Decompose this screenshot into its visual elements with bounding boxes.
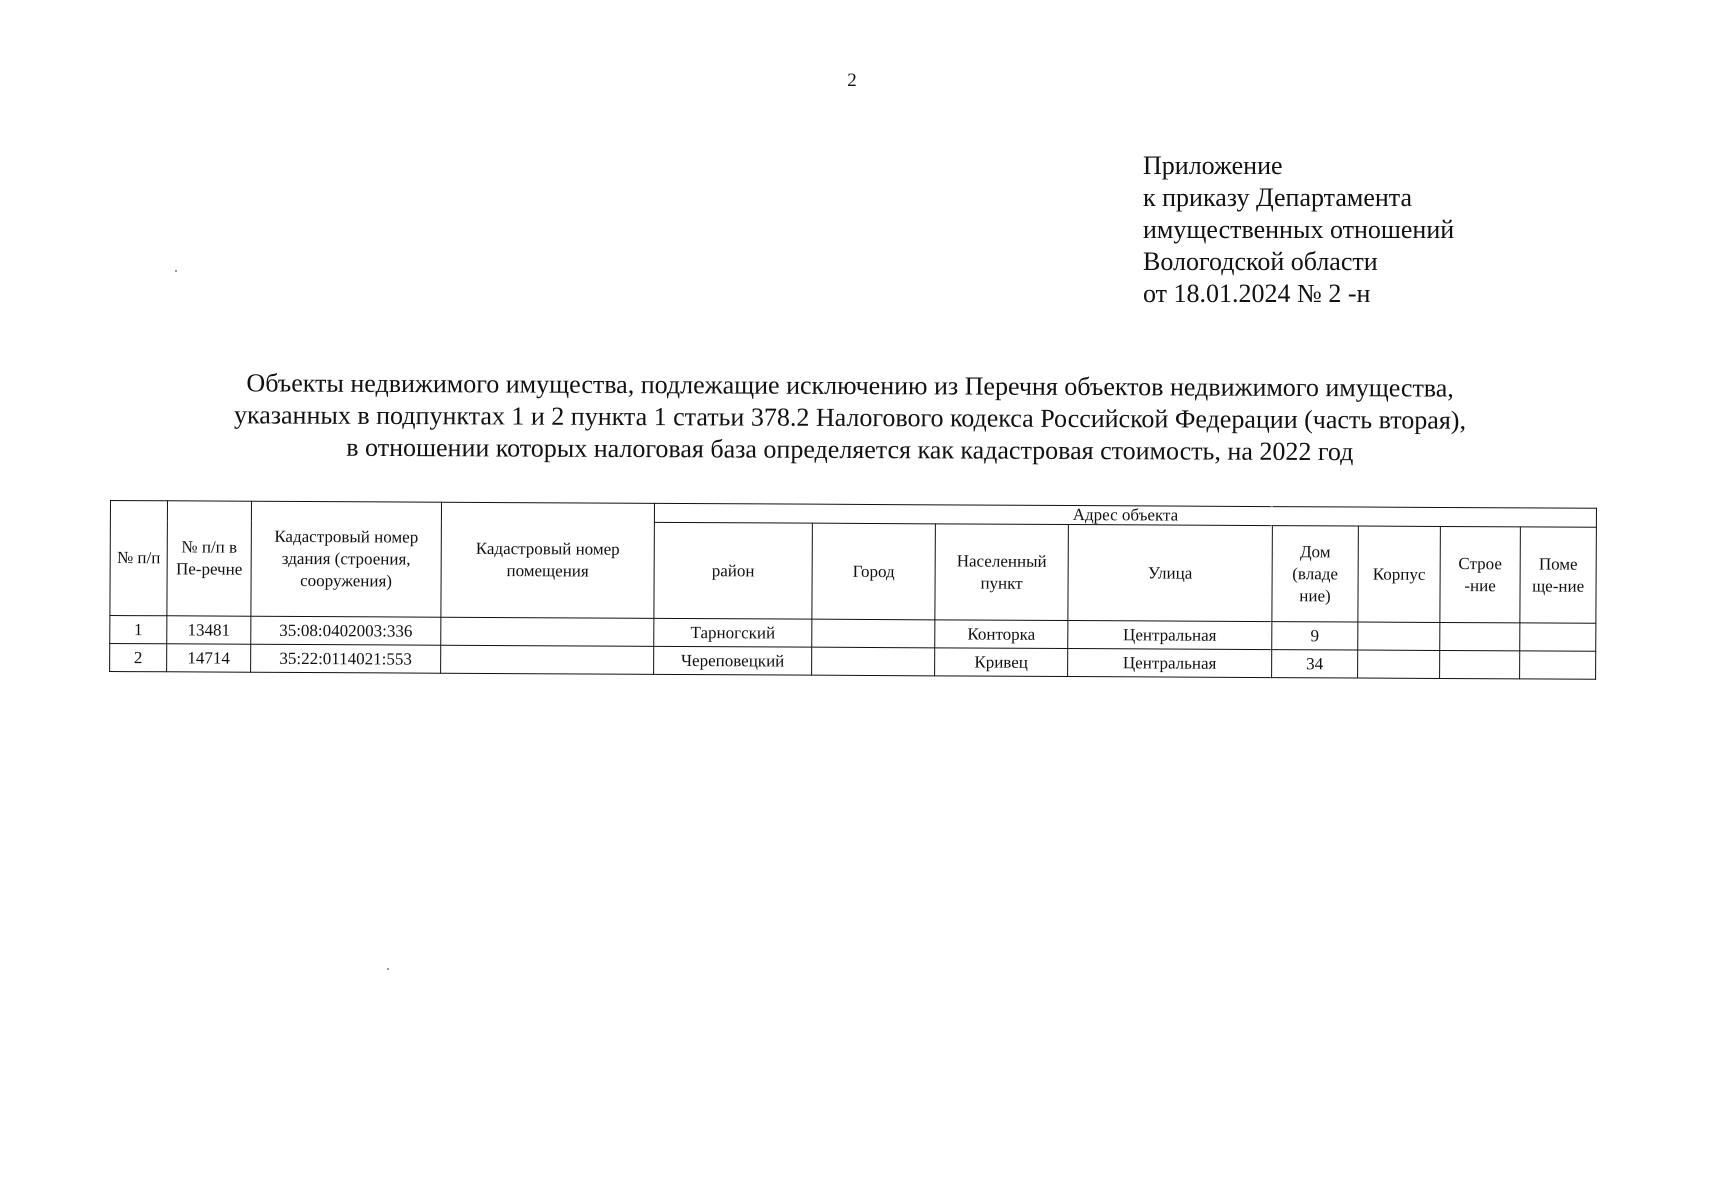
cell-room — [1520, 623, 1596, 651]
cell-korpus — [1358, 622, 1440, 650]
header-city: Город — [812, 523, 936, 620]
cell-street: Центральная — [1068, 621, 1272, 650]
cell-city — [812, 647, 935, 676]
appendix-line: имущественных отношений — [1143, 215, 1455, 244]
appendix-block — [1143, 150, 1454, 310]
title-line: указанных в подпунктах 1 и 2 пункта 1 статьи 378.2 Налогового кодекса Российской Федерации (часть вторая), — [233, 400, 1467, 435]
document-title — [110, 367, 1590, 469]
header-building: Строе -ние — [1440, 526, 1521, 622]
header-street: Улица — [1068, 525, 1272, 622]
appendix-line: Вологодской области — [1143, 247, 1378, 276]
header-num: № п/п — [110, 501, 168, 616]
header-room: Поме ще-ние — [1520, 527, 1597, 623]
cell-building — [1440, 622, 1520, 650]
header-address-group: Адрес объекта — [654, 503, 1596, 527]
header-room-cadastral: Кадастровый номер помещения — [441, 502, 655, 618]
cell-building-cadastral: 35:08:0402003:336 — [251, 616, 441, 645]
header-settlement: Населенный пункт — [935, 524, 1069, 621]
header-korpus: Корпус — [1358, 526, 1441, 622]
header-district: район — [654, 522, 813, 619]
cell-street: Центральная — [1068, 649, 1272, 678]
cell-city — [812, 619, 935, 648]
header-building-cadastral: Кадастровый номер здания (строения, сооружения) — [251, 501, 442, 617]
scan-speck — [175, 270, 177, 272]
cell-room-cadastral — [441, 617, 654, 646]
scan-speck — [387, 968, 389, 970]
cell-building — [1440, 650, 1520, 678]
property-table — [109, 500, 1597, 680]
cell-num: 2 — [110, 644, 167, 672]
cell-room-cadastral — [441, 645, 654, 674]
appendix-line: от 18.01.2024 № 2 -н — [1143, 279, 1371, 308]
appendix-line: Приложение — [1143, 151, 1283, 180]
cell-list-num: 13481 — [167, 616, 251, 644]
header-list-num: № п/п в Пе-речне — [167, 501, 252, 616]
appendix-line: к приказу Департамента — [1143, 183, 1413, 212]
title-line: Объекты недвижимого имущества, подлежащие исключению из Перечня объектов недвижимого имущества, — [246, 368, 1454, 403]
cell-room — [1520, 651, 1596, 679]
cell-settlement: Конторка — [935, 620, 1068, 649]
cell-list-num: 14714 — [167, 644, 251, 672]
property-table-wrap — [109, 500, 1597, 680]
cell-korpus — [1358, 650, 1440, 678]
header-house: Дом (владе ние) — [1272, 526, 1359, 622]
cell-house: 34 — [1272, 650, 1358, 678]
cell-district: Череповецкий — [654, 646, 812, 675]
page-number: 2 — [847, 70, 857, 91]
cell-settlement: Кривец — [935, 648, 1068, 677]
cell-house: 9 — [1272, 622, 1358, 650]
cell-building-cadastral: 35:22:0114021:553 — [251, 644, 441, 673]
cell-district: Тарногский — [654, 618, 812, 647]
cell-num: 1 — [110, 616, 167, 644]
title-line: в отношении которых налоговая база определяется как кадастровая стоимость, на 2022 год — [346, 432, 1354, 467]
